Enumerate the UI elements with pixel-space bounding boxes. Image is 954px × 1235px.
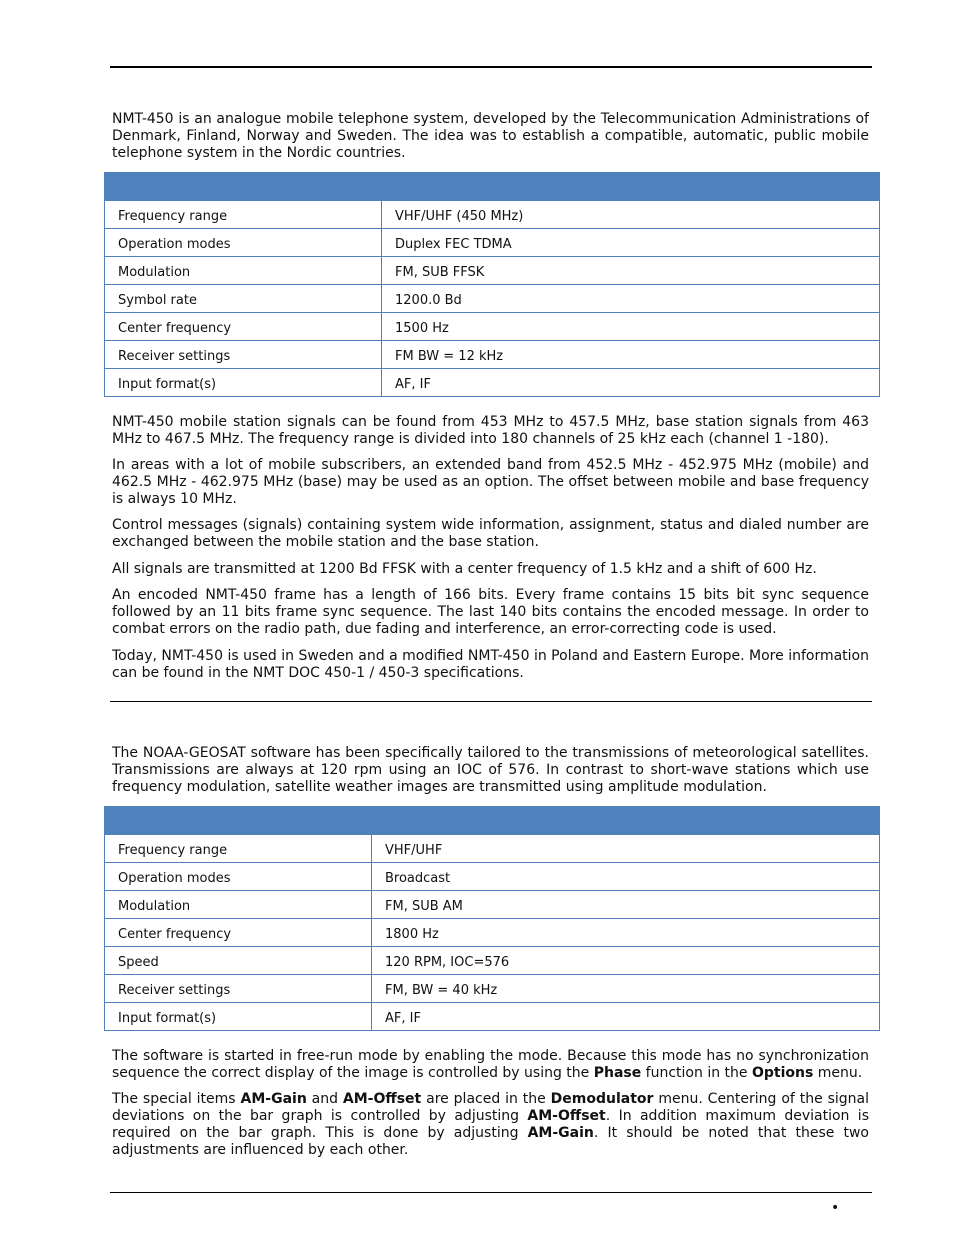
header-rule	[110, 66, 872, 68]
spec-label: Frequency range	[105, 201, 382, 229]
spec-value: AF, IF	[382, 369, 880, 397]
spec-label: Operation modes	[105, 863, 372, 891]
spec-value: AF, IF	[372, 1003, 880, 1031]
spec-value: Broadcast	[372, 863, 880, 891]
am-offset-term: AM-Offset	[342, 1091, 422, 1107]
spec-value: VHF/UHF	[372, 835, 880, 863]
table-row	[105, 891, 880, 919]
noaa-intro: The NOAA-GEOSAT software has been specifically tailored to the transmissions of meteorological satellites. Transmissions are always at 120 rpm using an IOC of 576. In contrast to short-wave stations which use frequency modulation, satellite weather images are transmitted using amplitude modulation.	[112, 745, 869, 795]
table-row	[105, 285, 880, 313]
table-row	[105, 975, 880, 1003]
spec-value: FM, BW = 40 kHz	[372, 975, 880, 1003]
spec-label: Speed	[105, 947, 372, 975]
nmt-intro: NMT-450 is an analogue mobile telephone system, developed by the Telecommunication Administrations of Denmark, Finland, Norway and Sweden. The idea was to establish a compatible, automatic, public mobile telephone system in the Nordic countries.	[112, 111, 869, 161]
nmt-paragraph-1: NMT-450 mobile station signals can be found from 453 MHz to 457.5 MHz, base station signals from 463 MHz to 467.5 MHz. The frequency range is divided into 180 channels of 25 kHz each (channel 1 -180).	[112, 414, 869, 447]
am-gain-term: AM-Gain	[240, 1091, 307, 1107]
table-row	[105, 947, 880, 975]
options-term: Options	[751, 1065, 814, 1081]
footer-bullet: •	[831, 1200, 840, 1216]
spec-value: FM BW = 12 kHz	[382, 341, 880, 369]
spec-value: FM, SUB FFSK	[382, 257, 880, 285]
spec-value: 1500 Hz	[382, 313, 880, 341]
table-row	[105, 313, 880, 341]
nmt-table-header	[105, 173, 880, 201]
section-rule	[110, 701, 872, 702]
table-row	[105, 341, 880, 369]
spec-value: 1800 Hz	[372, 919, 880, 947]
spec-value: 1200.0 Bd	[382, 285, 880, 313]
phase-term: Phase	[593, 1065, 642, 1081]
table-row	[105, 1003, 880, 1031]
nmt-paragraph-3: Control messages (signals) containing system wide information, assignment, status and dialed number are exchanged between the mobile station and the base station.	[112, 517, 869, 550]
spec-value: 120 RPM, IOC=576	[372, 947, 880, 975]
table-row	[105, 863, 880, 891]
spec-label: Input format(s)	[105, 1003, 372, 1031]
table-row	[105, 369, 880, 397]
table-row	[105, 919, 880, 947]
spec-value: VHF/UHF (450 MHz)	[382, 201, 880, 229]
am-offset-term: AM-Offset	[527, 1108, 606, 1124]
spec-label: Receiver settings	[105, 341, 382, 369]
spec-value: FM, SUB AM	[372, 891, 880, 919]
noaa-paragraph-1: The software is started in free-run mode by enabling the mode. Because this mode has no synchronization sequence the correct display of the image is controlled by using the Phase function in the Options menu.	[112, 1048, 869, 1081]
spec-label: Modulation	[105, 257, 382, 285]
spec-label: Input format(s)	[105, 369, 382, 397]
footer-rule	[110, 1192, 872, 1193]
nmt-paragraph-6: Today, NMT-450 is used in Sweden and a modified NMT-450 in Poland and Eastern Europe. More information can be found in the NMT DOC 450-1 / 450-3 specifications.	[112, 648, 869, 681]
spec-label: Modulation	[105, 891, 372, 919]
table-row	[105, 201, 880, 229]
noaa-table-header	[105, 807, 880, 835]
table-row	[105, 229, 880, 257]
am-gain-term: AM-Gain	[527, 1125, 594, 1141]
nmt-paragraph-2: In areas with a lot of mobile subscribers, an extended band from 452.5 MHz - 452.975 MHz (mobile) and 462.5 MHz - 462.975 MHz (base) may be used as an option. The offset between mobile and base frequency is always 10 MHz.	[112, 457, 869, 507]
nmt-paragraph-4: All signals are transmitted at 1200 Bd FFSK with a center frequency of 1.5 kHz and a shift of 600 Hz.	[112, 561, 817, 577]
spec-label: Center frequency	[105, 313, 382, 341]
spec-label: Frequency range	[105, 835, 372, 863]
spec-label: Center frequency	[105, 919, 372, 947]
table-row	[105, 257, 880, 285]
nmt-spec-table	[104, 172, 880, 397]
spec-label: Operation modes	[105, 229, 382, 257]
spec-value: Duplex FEC TDMA	[382, 229, 880, 257]
demodulator-term: Demodulator	[550, 1091, 654, 1107]
noaa-paragraph-2: The special items AM-Gain and AM-Offset are placed in the Demodulator menu. Centering of the signal deviations on the bar graph is controlled by adjusting AM-Offset. In addition maximum deviation is required on the bar graph. This is done by adjusting AM-Gain. It should be noted that these two adjustments are influenced by each other.	[112, 1091, 869, 1158]
nmt-paragraph-5: An encoded NMT-450 frame has a length of 166 bits. Every frame contains 15 bits bit sync sequence followed by an 11 bits frame sync sequence. The last 140 bits contains the encoded message. In order to combat errors on the radio path, due fading and interference, an error-correcting code is used.	[112, 587, 869, 637]
spec-label: Receiver settings	[105, 975, 372, 1003]
table-row	[105, 835, 880, 863]
spec-label: Symbol rate	[105, 285, 382, 313]
noaa-spec-table	[104, 806, 880, 1031]
